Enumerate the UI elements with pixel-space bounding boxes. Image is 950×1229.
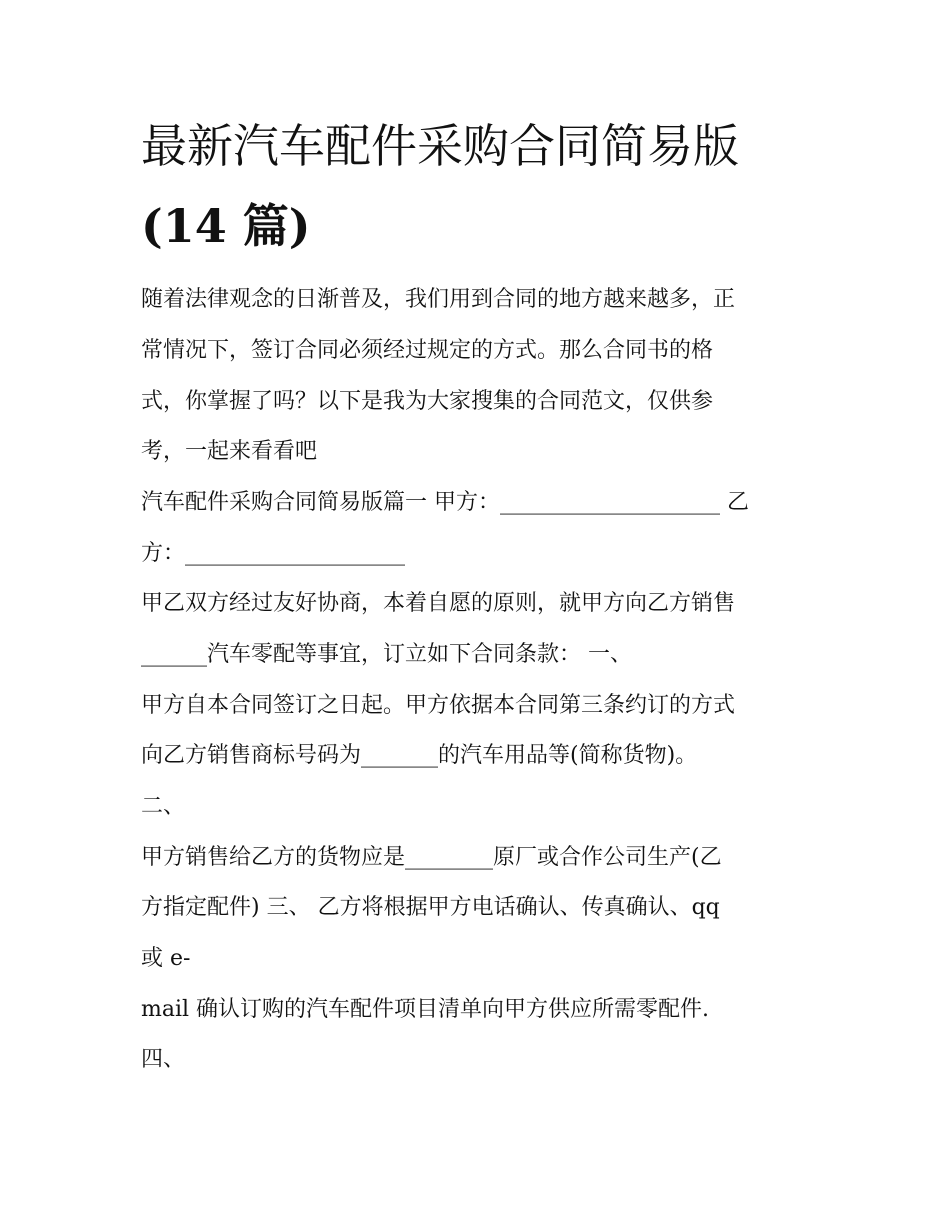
body-line: 甲方销售给乙方的货物应是________原厂或合作公司生产(乙 xyxy=(141,845,722,870)
body-line: 方：____________________ xyxy=(141,541,406,566)
body-line: 向乙方销售商标号码为_______的汽车用品等(简称货物)。 xyxy=(141,743,698,768)
body-line: 二、 xyxy=(141,794,186,819)
body-line: ______汽车零配等事宜，订立如下合同条款： 一、 xyxy=(141,642,632,667)
body-line: 常情况下，签订合同必须经过规定的方式。那么合同书的格 xyxy=(141,338,714,363)
body-line: 式，你掌握了吗？以下是我为大家搜集的合同范文，仅供参 xyxy=(141,389,714,414)
body-line: 甲乙双方经过友好协商，本着自愿的原则，就甲方向乙方销售 xyxy=(141,591,736,616)
body-line: 随着法律观念的日渐普及，我们用到合同的地方越来越多，正 xyxy=(141,287,736,312)
body-line: 甲方自本合同签订之日起。甲方依据本合同第三条约订的方式 xyxy=(141,693,736,718)
document-title-line-2: (14 篇) xyxy=(141,199,311,253)
body-line: 汽车配件采购合同简易版篇一 甲方：____________________ 乙 xyxy=(141,490,749,515)
body-line: 或 e- xyxy=(141,946,191,971)
body-line: 方指定配件) 三、 乙方将根据甲方电话确认、传真确认、qq xyxy=(141,895,720,920)
document-title-line-1: 最新汽车配件采购合同简易版 xyxy=(141,119,739,173)
body-line: 考，一起来看看吧 xyxy=(141,439,318,464)
body-line: 四、 xyxy=(141,1047,186,1072)
body-line: mail 确认订购的汽车配件项目清单向甲方供应所需零配件. xyxy=(141,997,710,1022)
